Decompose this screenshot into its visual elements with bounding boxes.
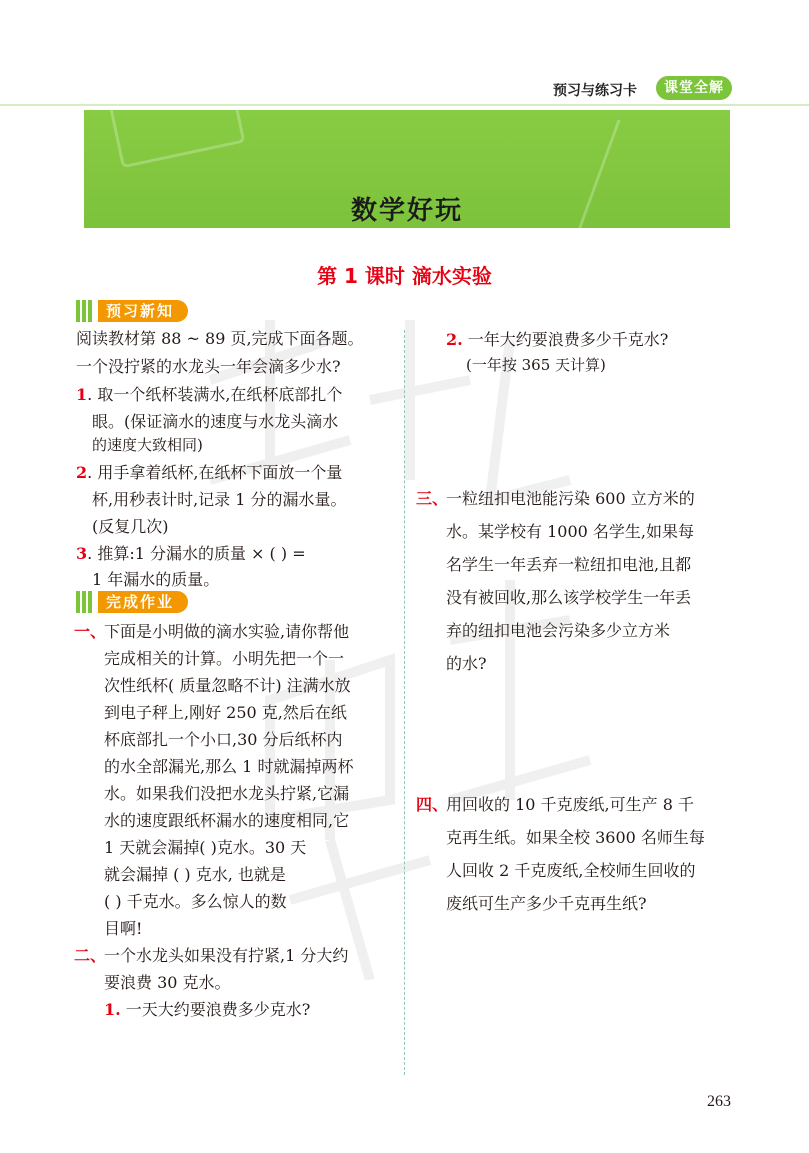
question-1-blank-line: 就会漏掉 ( ) 克水, 也就是 bbox=[104, 865, 286, 884]
step-text: . 取一个纸杯装满水,在纸杯底部扎个 bbox=[87, 385, 343, 404]
question-3-line: 弃的纽扣电池会污染多少立方米 bbox=[446, 621, 671, 640]
step-2-line: 杯,用秒表计时,记录 1 分的漏水量。 bbox=[92, 490, 347, 509]
subquestion-2-1 bbox=[104, 997, 310, 1020]
question-3-line: 的水? bbox=[446, 654, 487, 673]
subquestion-2-2 bbox=[446, 327, 668, 350]
ruler-decoration bbox=[109, 110, 246, 168]
header-rule bbox=[0, 104, 809, 106]
question-1-line: 的水全部漏光,那么 1 时就漏掉两杯 bbox=[104, 757, 354, 776]
lesson-title: 第 1 课时 滴水实验 bbox=[317, 264, 492, 288]
page-number: 263 bbox=[707, 1093, 731, 1110]
question-4-line: 克再生纸。如果全校 3600 名师生每 bbox=[446, 828, 705, 847]
subquestion-2-2-note: (一年按 365 天计算) bbox=[466, 356, 606, 374]
step-2 bbox=[76, 460, 342, 483]
step-text: . 推算:1 分漏水的质量 × ( ) = bbox=[87, 544, 306, 563]
question-4-line: 废纸可生产多少千克再生纸? bbox=[446, 894, 647, 913]
subquestion-number: 2. bbox=[446, 330, 463, 349]
step-1 bbox=[76, 382, 342, 405]
section-tag-homework bbox=[76, 591, 188, 613]
step-1-line: 的速度大致相同) bbox=[92, 436, 203, 454]
tag-bars-icon bbox=[76, 300, 98, 322]
step-3 bbox=[76, 541, 306, 564]
question-4-number: 四、 bbox=[416, 795, 449, 814]
series-title: 预习与练习卡 bbox=[553, 83, 637, 99]
tag-bars-icon bbox=[76, 591, 98, 613]
step-number: 2 bbox=[76, 463, 88, 482]
question-1-line: 杯底部扎一个小口,30 分后纸杯内 bbox=[104, 730, 343, 749]
question-1-line: 完成相关的计算。小明先把一个一 bbox=[104, 649, 345, 668]
question-1-number: 一、 bbox=[74, 622, 107, 641]
chapter-title: 数学好玩 bbox=[350, 196, 463, 226]
question-1-line: 水的速度跟纸杯漏水的速度相同,它 bbox=[104, 811, 350, 830]
question-1-line: 水。如果我们没把水龙头拧紧,它漏 bbox=[104, 784, 350, 803]
step-1-line: 眼。(保证滴水的速度与水龙头滴水 bbox=[92, 412, 339, 431]
step-3-line: 1 年漏水的质量。 bbox=[92, 570, 220, 589]
question-1-line: 次性纸杯( 质量忽略不计) 注满水放 bbox=[104, 676, 351, 695]
question-2-line: 一个水龙头如果没有拧紧,1 分大约 bbox=[104, 946, 349, 965]
question-3-line: 没有被回收,那么该学校学生一年丢 bbox=[446, 588, 692, 607]
subquestion-number: 1. bbox=[104, 1000, 121, 1019]
tag-label: 完成作业 bbox=[98, 591, 188, 613]
step-2-line: (反复几次) bbox=[92, 517, 169, 536]
preview-intro: 阅读教材第 88 ~ 89 页,完成下面各题。 bbox=[76, 329, 364, 348]
question-1-blank-line: 1 天就会漏掉( )克水。30 天 bbox=[104, 838, 307, 857]
step-text: . 用手拿着纸杯,在纸杯下面放一个量 bbox=[87, 463, 343, 482]
column-divider bbox=[404, 330, 405, 1075]
chapter-banner bbox=[84, 110, 730, 228]
section-tag-preview bbox=[76, 300, 188, 322]
tag-label: 预习新知 bbox=[98, 300, 188, 322]
question-3-number: 三、 bbox=[416, 489, 449, 508]
step-number: 1 bbox=[76, 385, 88, 404]
question-1-blank-line: ( ) 千克水。多么惊人的数 bbox=[104, 892, 287, 911]
question-2-line: 要浪费 30 克水。 bbox=[104, 973, 231, 992]
subquestion-text: 一天大约要浪费多少克水? bbox=[125, 1000, 311, 1019]
question-3-line: 一粒纽扣电池能污染 600 立方米的 bbox=[446, 489, 695, 508]
question-4-line: 人回收 2 千克废纸,全校师生回收的 bbox=[446, 861, 696, 880]
series-badge: 课堂全解 bbox=[656, 76, 732, 100]
question-1-line: 下面是小明做的滴水实验,请你帮他 bbox=[104, 622, 350, 641]
question-4-line: 用回收的 10 千克废纸,可生产 8 千 bbox=[446, 795, 694, 814]
question-1-line: 目啊! bbox=[104, 919, 143, 938]
question-1-line: 到电子秤上,刚好 250 克,然后在纸 bbox=[104, 703, 347, 722]
subquestion-text: 一年大约要浪费多少千克水? bbox=[467, 330, 669, 349]
question-2-number: 二、 bbox=[74, 946, 107, 965]
question-3-line: 名学生一年丢弃一粒纽扣电池,且都 bbox=[446, 555, 692, 574]
preview-question: 一个没拧紧的水龙头一年会滴多少水? bbox=[76, 357, 341, 376]
question-3-line: 水。某学校有 1000 名学生,如果每 bbox=[446, 522, 694, 541]
step-number: 3 bbox=[76, 544, 88, 563]
